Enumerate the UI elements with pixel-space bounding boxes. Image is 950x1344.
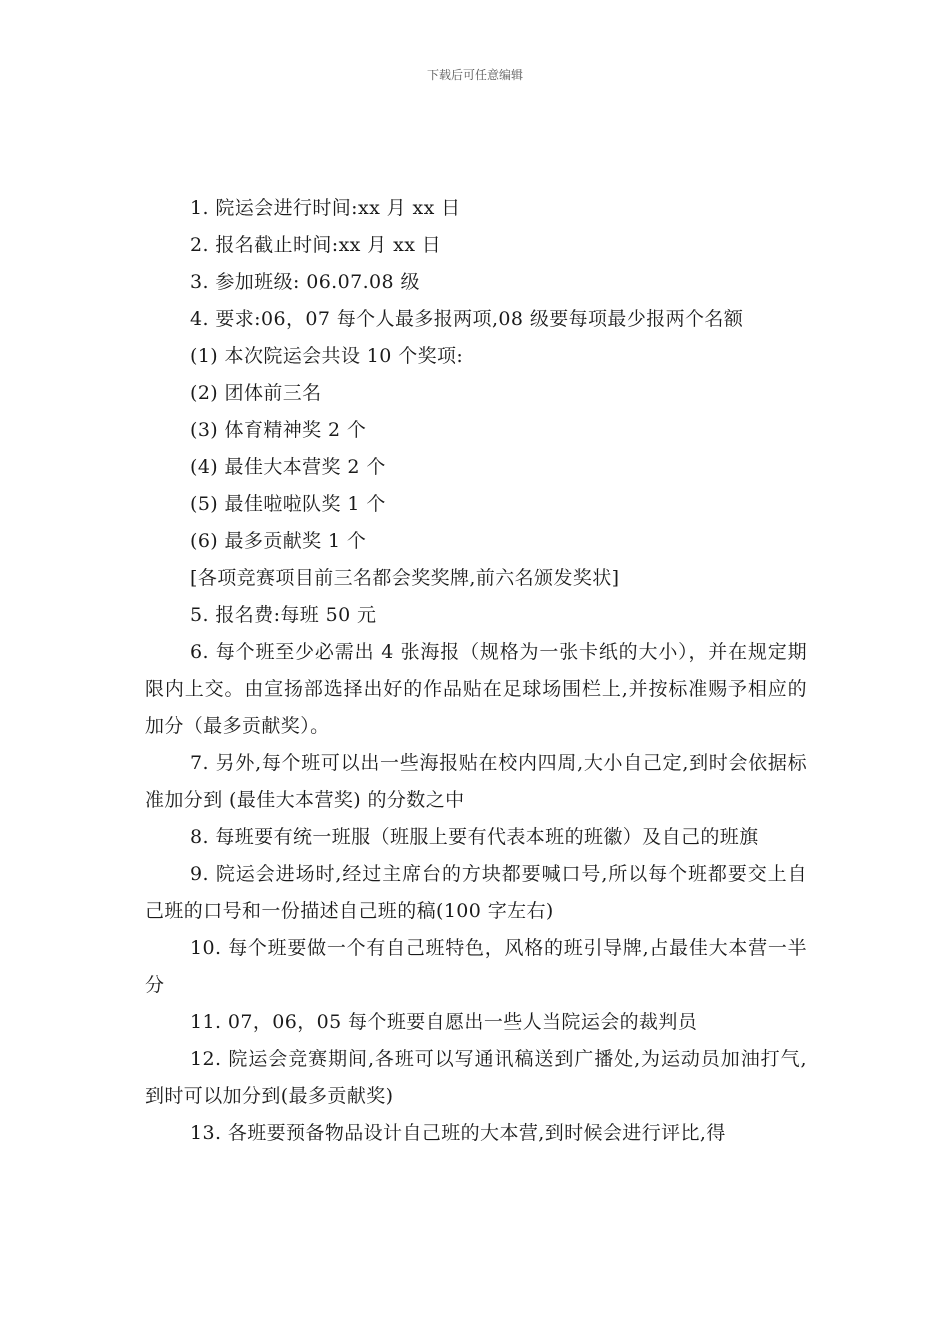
award-item-contribution: (6) 最多贡献奖 1 个 — [190, 530, 367, 552]
paragraph-item-8: 8. 每班要有统一班服（班服上要有代表本班的班徽）及自己的班旗 — [190, 826, 759, 848]
paragraph-item-12: 12. 院运会竞赛期间,各班可以写通讯稿送到广播处,为运动员加油打气,到时可以加分到(最多贡献奖) — [145, 1048, 807, 1107]
paragraph-item-11: 11. 07，06，05 每个班要自愿出一些人当院运会的裁判员 — [190, 1011, 698, 1033]
document-body — [145, 190, 807, 1152]
paragraph-item-2: 2. 报名截止时间:xx 月 xx 日 — [190, 234, 442, 256]
paragraph-item-7: 7. 另外,每个班可以出一些海报贴在校内四周,大小自己定,到时会依据标准加分到 (最佳大本营奖) 的分数之中 — [145, 752, 807, 811]
award-item-camp: (4) 最佳大本营奖 2 个 — [190, 456, 386, 478]
award-item-cheer: (5) 最佳啦啦队奖 1 个 — [190, 493, 386, 515]
award-item-team: (2) 团体前三名 — [190, 382, 322, 404]
paragraph-item-4: 4. 要求:06，07 每个人最多报两项,08 级要每项最少报两个名额 — [190, 308, 744, 330]
award-note: [各项竞赛项目前三名都会奖奖牌,前六名颁发奖状] — [190, 567, 620, 589]
award-count-line: (1) 本次院运会共设 10 个奖项: — [190, 345, 464, 367]
paragraph-item-9: 9. 院运会进场时,经过主席台的方块都要喊口号,所以每个班都要交上自己班的口号和一份描述自己班的稿(100 字左右) — [145, 863, 807, 922]
paragraph-item-6: 6. 每个班至少必需出 4 张海报（规格为一张卡纸的大小），并在规定期限内上交。由宣扬部选择出好的作品贴在足球场围栏上,并按标准赐予相应的加分（最多贡献奖）。 — [145, 641, 807, 737]
award-item-spirit: (3) 体育精神奖 2 个 — [190, 419, 367, 441]
paragraph-item-5: 5. 报名费:每班 50 元 — [190, 604, 377, 626]
paragraph-item-1: 1. 院运会进行时间:xx 月 xx 日 — [190, 197, 461, 219]
page-header: 下载后可任意编辑 — [426, 68, 523, 82]
paragraph-item-3: 3. 参加班级: 06.07.08 级 — [190, 271, 420, 293]
paragraph-item-13: 13. 各班要预备物品设计自己班的大本营,到时候会进行评比,得 — [190, 1122, 726, 1144]
paragraph-item-10: 10. 每个班要做一个有自己班特色，风格的班引导牌,占最佳大本营一半分 — [145, 937, 807, 996]
